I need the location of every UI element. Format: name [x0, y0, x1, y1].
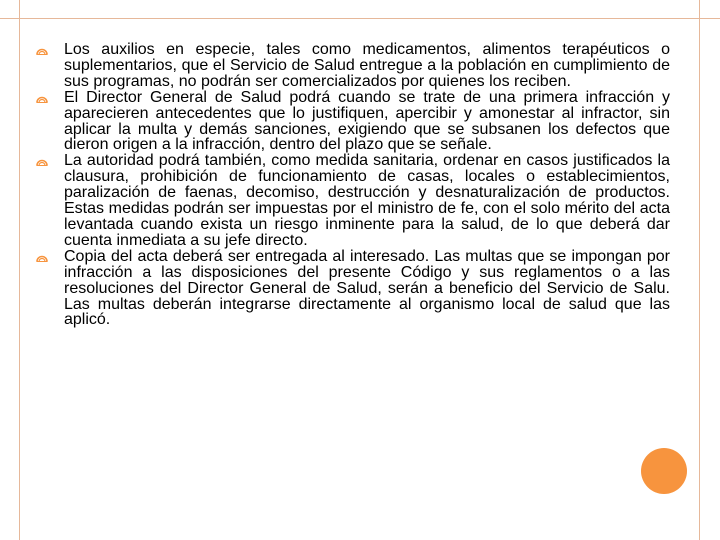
- frame-top-line: [0, 18, 720, 19]
- bullet-item-director: [34, 90, 670, 154]
- frame-right-line: [699, 0, 700, 540]
- open-sun-bullet-icon: [36, 94, 48, 103]
- accent-circle: [641, 448, 687, 494]
- open-sun-bullet-icon: [36, 46, 48, 55]
- bullet-text: Los auxilios en especie, tales como medicamentos, alimentos terapéuticos o suplementarios, que el Servicio de Salud entregue a la población en cumplimiento de sus programas, no podrán ser comercializados por quienes los reciben.: [64, 41, 670, 90]
- open-sun-bullet-icon: [36, 157, 48, 166]
- bullet-item-auxilios: [34, 42, 670, 90]
- open-sun-bullet-icon: [36, 253, 48, 262]
- bullet-text: El Director General de Salud podrá cuando se trate de una primera infracción y aparecieren antecedentes que lo justifiquen, apercibir y amonestar al infractor, sin aplicar la multa y demás sanciones, exigiendo que se subsanen los defectos que dieron origen a la infracción, dentro del plazo que se señale.: [64, 88, 670, 154]
- frame-left-line: [19, 0, 20, 540]
- bullet-text: La autoridad podrá también, como medida sanitaria, ordenar en casos justificados la clausura, prohibición de funcionamiento de casas, locales o establecimientos, paralización de faenas, decomiso, destrucción y desnaturalización de productos. Estas medidas podrán ser impuestas por el ministro de fe, con el solo mérito del acta levantada cuando exista un riesgo inminente para la salud, de lo que deberá dar cuenta inmediata a su jefe directo.: [64, 152, 670, 249]
- bullet-item-autoridad: [34, 153, 670, 248]
- bullet-list: [34, 42, 670, 328]
- bullet-item-copia: [34, 249, 670, 329]
- bullet-text: Copia del acta deberá ser entregada al interesado. Las multas que se impongan por infracción a las disposiciones del presente Código y sus reglamentos o a las resoluciones del Director General de Salud, serán a beneficio del Servicio de Salu. Las multas deberán integrarse directamente al organismo local de salud que las aplicó.: [64, 247, 670, 329]
